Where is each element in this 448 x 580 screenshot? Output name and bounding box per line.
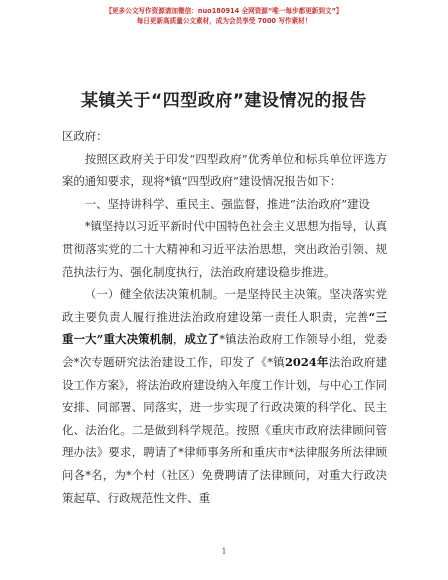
paragraph-text: 法治政府建设工作方案》，将法治政府建设纳入年度工作计划，与中心工作同安排、同部署、同落实，进一步实现了行政决策的科学化、民主化、法治化。二是做到科学规范。按照《重庆市政府法律顾问管理办法》要求，聘请了*律师事务所和重庆市*法律服务所法律顾问各*名，为*个村（社区）免费聘请了法律顾问，对重大行政决策起草、行政规范性文件、重 — [62, 354, 387, 505]
paragraph-decision-mechanism — [62, 283, 387, 509]
promo-banner-line-1: 【更多公文写作资源请加微信：nuo180914 全网资源“唯一每步都更新到文”】 — [105, 7, 343, 15]
salutation: 区政府： — [62, 129, 108, 143]
page-number: 1 — [221, 547, 227, 556]
section-heading-1: 一、坚持讲科学、重民主、强监督，推进“法治政府”建设 — [84, 196, 370, 211]
promo-banner — [0, 6, 448, 26]
document-body — [62, 125, 387, 509]
bold-phrase: 2024年 — [284, 354, 329, 369]
document-title: 某镇关于“四型政府”建设情况的报告 — [81, 91, 367, 111]
paragraph-intro: 按照区政府关于印发“四型政府”优秀单位和标兵单位评选方案的通知要求，现将*镇“四型政府”建设情况报告如下： — [62, 151, 387, 189]
paragraph-text: *镇法治政府工作领导小组，党委会*次专题研究法治建设工作，印发了《*镇 — [62, 332, 387, 369]
bold-phrase: “三重一大”重大决策机制 — [62, 309, 387, 347]
promo-banner-line-2: 每日更新高质量公文素材，成为会员享受 7000 写作素材！ — [136, 17, 312, 25]
paragraph-text: ， — [172, 332, 185, 347]
bold-phrase: 成立了 — [184, 332, 220, 347]
paragraph-text: （一）健全依法决策机制。一是坚持民主决策。坚决落实党政主要负责人履行推进法治政府建设第一责任人职责，完善 — [62, 287, 387, 324]
paragraph-overview: *镇坚持以习近平新时代中国特色社会主义思想为指导，认真贯彻落实党的二十大精神和习近平法治思想，突出政治引领、规范执法行为、强化制度执行，法治政府建设稳步推进。 — [62, 219, 387, 279]
